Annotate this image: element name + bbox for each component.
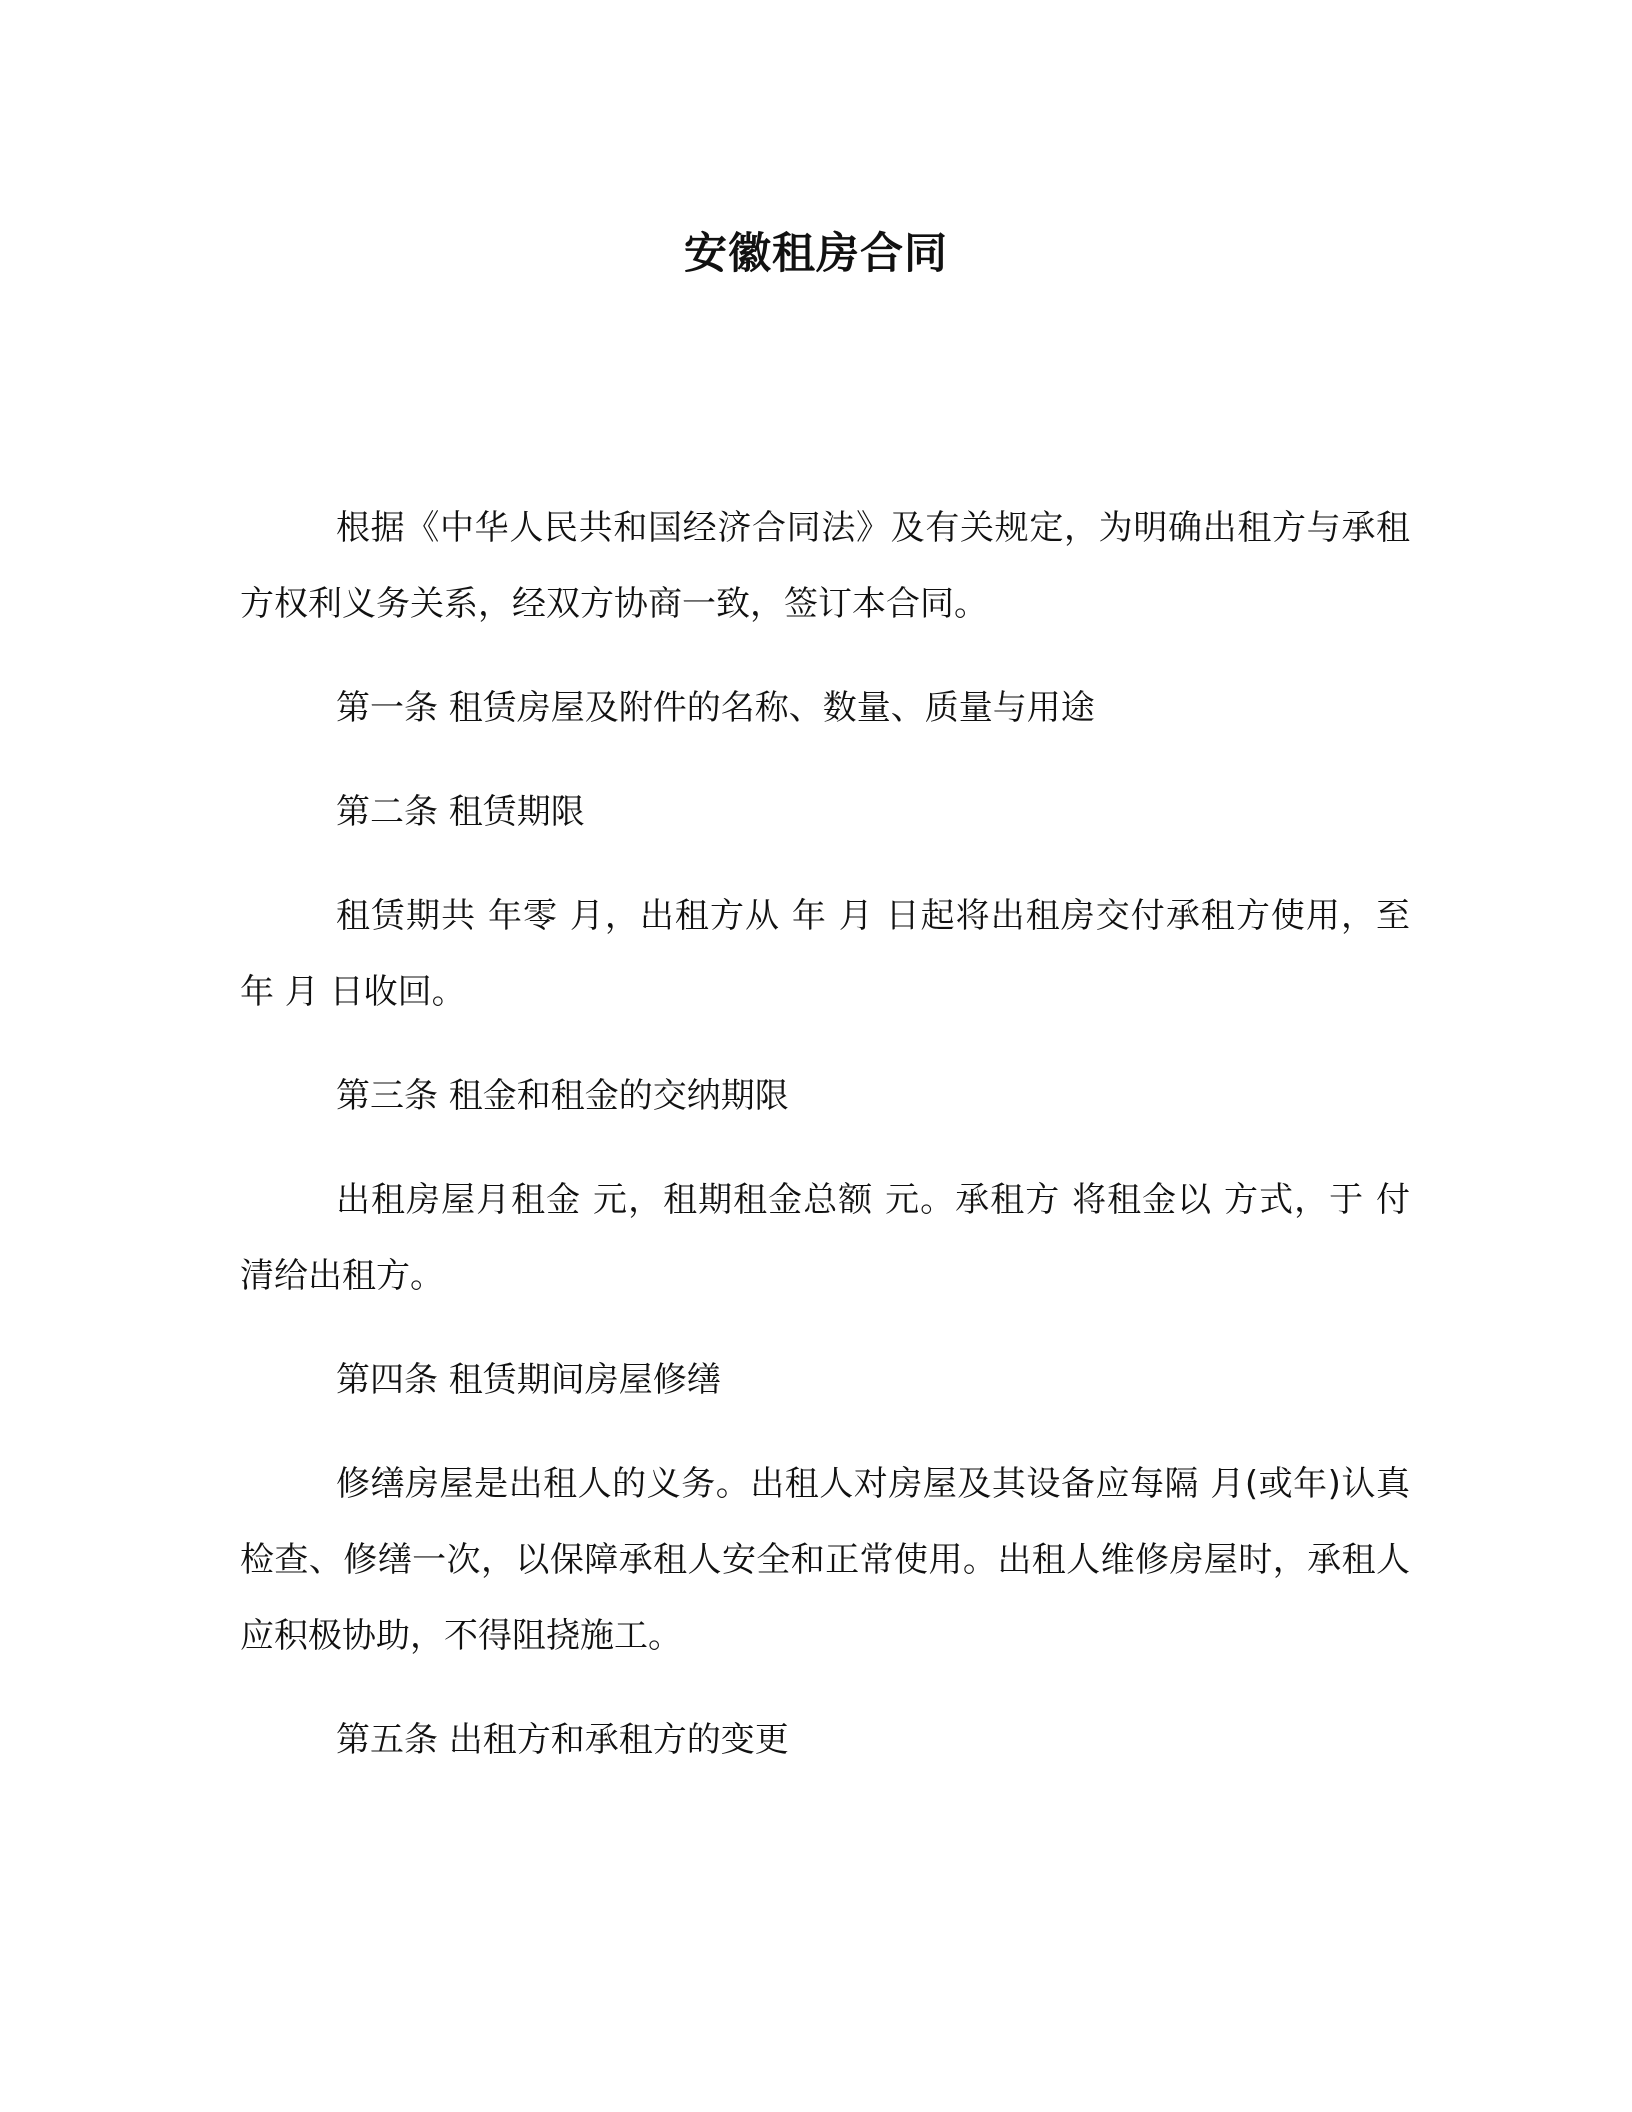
article-2-heading: 第二条 租赁期限 xyxy=(336,792,585,832)
article-4-paragraph: 修缮房屋是出租人的义务。出租人对房屋及其设备应每隔 月(或年)认真检查、修缮一次，以保障承租人安全和正常使用。出租人维修房屋时，承租人应积极协助，不得阻挠施工。 xyxy=(240,1464,1410,1656)
document-title: 安徽租房合同 xyxy=(684,229,948,279)
article-5-heading: 第五条 出租方和承租方的变更 xyxy=(336,1720,789,1760)
article-2-paragraph: 租赁期共 年零 月，出租方从 年 月 日起将出租房交付承租方使用，至 年 月 日收回。 xyxy=(240,896,1410,1012)
preamble-paragraph: 根据《中华人民共和国经济合同法》及有关规定，为明确出租方与承租方权利义务关系，经双方协商一致，签订本合同。 xyxy=(240,508,1410,624)
article-4-heading: 第四条 租赁期间房屋修缮 xyxy=(336,1360,721,1400)
article-3-heading: 第三条 租金和租金的交纳期限 xyxy=(336,1076,789,1116)
document-body xyxy=(240,490,1410,1806)
article-3-paragraph: 出租房屋月租金 元，租期租金总额 元。承租方 将租金以 方式，于 付清给出租方。 xyxy=(240,1180,1410,1296)
article-1-heading: 第一条 租赁房屋及附件的名称、数量、质量与用途 xyxy=(336,688,1095,728)
